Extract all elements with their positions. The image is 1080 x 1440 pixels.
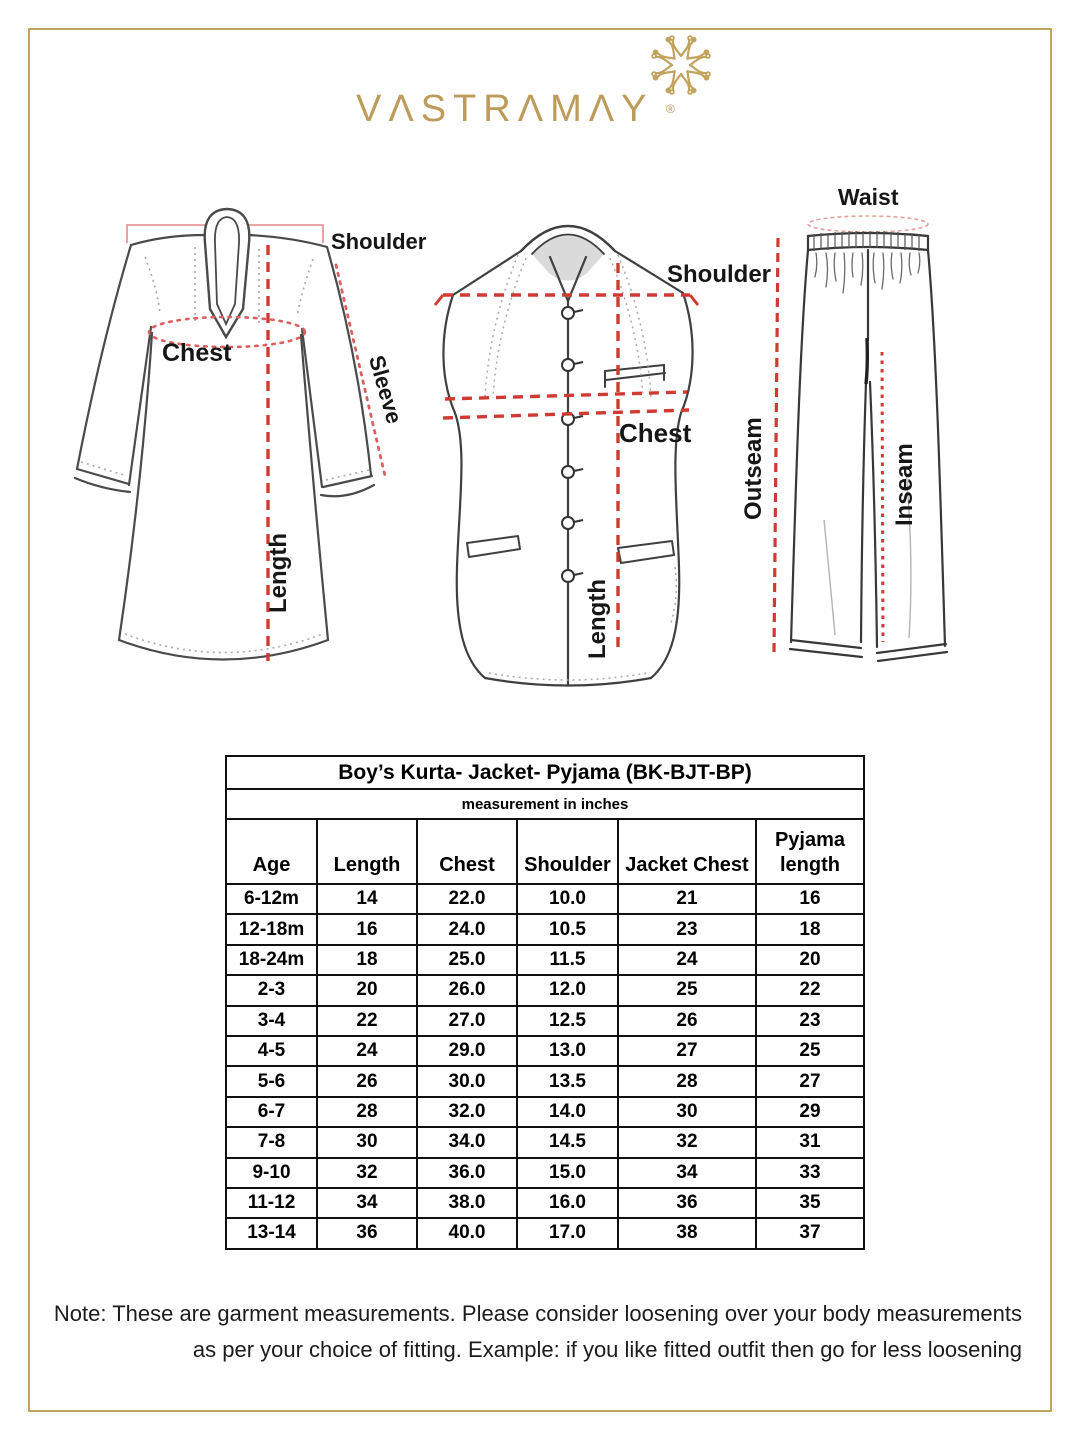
- size-cell: 24: [618, 945, 756, 975]
- size-cell: 27.0: [417, 1006, 517, 1036]
- size-cell: 16: [317, 914, 417, 944]
- size-cell: 13.5: [517, 1066, 618, 1096]
- size-cell: 11-12: [226, 1188, 317, 1218]
- size-cell: 10.0: [517, 884, 618, 914]
- size-cell: 38.0: [417, 1188, 517, 1218]
- size-cell: 23: [756, 1006, 864, 1036]
- kurta-measurement-diagram: [55, 185, 450, 715]
- size-cell: 10.5: [517, 914, 618, 944]
- size-cell: 13-14: [226, 1218, 317, 1248]
- jacket-buttons: [562, 307, 583, 582]
- size-cell: 34.0: [417, 1127, 517, 1157]
- size-cell: 12.0: [517, 975, 618, 1005]
- mandala-flourish-icon: [649, 33, 713, 97]
- jacket-chest-label: Chest: [619, 418, 692, 448]
- jacket-measure-lines: [435, 263, 698, 651]
- size-cell: 22: [317, 1006, 417, 1036]
- size-cell: 2-3: [226, 975, 317, 1005]
- size-row: [226, 975, 864, 1005]
- kurta-line-art: [55, 185, 450, 715]
- size-cell: 15.0: [517, 1158, 618, 1188]
- table-subtitle: measurement in inches: [226, 789, 864, 819]
- table-title-row: [226, 756, 864, 789]
- size-cell: 4-5: [226, 1036, 317, 1066]
- table-title: Boy’s Kurta- Jacket- Pyjama (BK-BJT-BP): [226, 756, 864, 789]
- brand-logo: VΛSTRΛMΛY: [356, 88, 654, 130]
- jacket-shoulder-label: Shoulder: [667, 261, 772, 288]
- size-cell: 31: [756, 1127, 864, 1157]
- size-row: [226, 914, 864, 944]
- size-cell: 36: [618, 1188, 756, 1218]
- size-cell: 23: [618, 914, 756, 944]
- note-line: as per your choice of fitting. Example: if you like fitted outfit then go for less loosening: [192, 1336, 1022, 1362]
- size-cell: 22.0: [417, 884, 517, 914]
- size-cell: 32.0: [417, 1097, 517, 1127]
- size-row: [226, 945, 864, 975]
- size-cell: 30.0: [417, 1066, 517, 1096]
- column-header: Age: [226, 819, 317, 884]
- size-cell: 7-8: [226, 1127, 317, 1157]
- size-cell: 27: [618, 1036, 756, 1066]
- pyjama-inseam-label: Inseam: [891, 443, 918, 526]
- pyjama-waist-label: Waist: [838, 184, 899, 210]
- jacket-length-label: Length: [584, 579, 611, 659]
- size-cell: 18-24m: [226, 945, 317, 975]
- size-cell: 11.5: [517, 945, 618, 975]
- size-cell: 29.0: [417, 1036, 517, 1066]
- size-cell: 25: [756, 1036, 864, 1066]
- size-cell: 6-7: [226, 1097, 317, 1127]
- kurta-sleeve-label: Sleeve: [363, 352, 408, 427]
- size-cell: 25.0: [417, 945, 517, 975]
- size-cell: 29: [756, 1097, 864, 1127]
- size-table: [225, 755, 865, 1250]
- size-cell: 34: [317, 1188, 417, 1218]
- size-cell: 37: [756, 1218, 864, 1248]
- size-cell: 5-6: [226, 1066, 317, 1096]
- size-cell: 30: [317, 1127, 417, 1157]
- size-cell: 21: [618, 884, 756, 914]
- size-row: [226, 1188, 864, 1218]
- note-line: Note: These are garment measurements. Please consider loosening over your body measurements: [53, 1301, 1022, 1326]
- size-row: [226, 1066, 864, 1096]
- size-cell: 22: [756, 975, 864, 1005]
- inseam-measure-line: [882, 352, 883, 642]
- outseam-measure-line: [774, 238, 778, 652]
- size-cell: 14: [317, 884, 417, 914]
- column-header: Length: [317, 819, 417, 884]
- pyjama-crotch-seam: [866, 338, 867, 384]
- size-cell: 17.0: [517, 1218, 618, 1248]
- size-cell: 40.0: [417, 1218, 517, 1248]
- size-cell: 36.0: [417, 1158, 517, 1188]
- size-cell: 36: [317, 1218, 417, 1248]
- size-cell: 38: [618, 1218, 756, 1248]
- size-cell: 35: [756, 1188, 864, 1218]
- waist-measure-ellipse: [808, 216, 928, 232]
- size-cell: 27: [756, 1066, 864, 1096]
- size-row: [226, 1158, 864, 1188]
- pyjama-outseam-label: Outseam: [740, 417, 767, 520]
- size-cell: 26: [618, 1006, 756, 1036]
- size-cell: 32: [618, 1127, 756, 1157]
- size-cell: 14.0: [517, 1097, 618, 1127]
- size-cell: 26: [317, 1066, 417, 1096]
- size-cell: 3-4: [226, 1006, 317, 1036]
- column-header: Chest: [417, 819, 517, 884]
- kurta-length-label: Length: [265, 533, 292, 613]
- size-cell: 24.0: [417, 914, 517, 944]
- pyjama-measurement-diagram: [738, 170, 1060, 730]
- kurta-shoulder-label: Shoulder: [331, 229, 427, 254]
- note: [50, 1296, 1022, 1367]
- jacket-armhole-stitches: [485, 255, 676, 680]
- size-cell: 25: [618, 975, 756, 1005]
- size-cell: 20: [756, 945, 864, 975]
- size-cell: 14.5: [517, 1127, 618, 1157]
- size-cell: 28: [618, 1066, 756, 1096]
- size-cell: 13.0: [517, 1036, 618, 1066]
- size-cell: 34: [618, 1158, 756, 1188]
- pyjama-outline: [790, 233, 947, 661]
- column-header: Jacket Chest: [618, 819, 756, 884]
- size-row: [226, 1036, 864, 1066]
- size-row: [226, 1097, 864, 1127]
- column-header: Pyjama length: [756, 819, 864, 884]
- size-row: [226, 884, 864, 914]
- column-header: Shoulder: [517, 819, 618, 884]
- size-cell: 16.0: [517, 1188, 618, 1218]
- size-cell: 16: [756, 884, 864, 914]
- size-cell: 24: [317, 1036, 417, 1066]
- size-cell: 12.5: [517, 1006, 618, 1036]
- size-row: [226, 1127, 864, 1157]
- size-cell: 32: [317, 1158, 417, 1188]
- size-cell: 18: [756, 914, 864, 944]
- size-cell: 20: [317, 975, 417, 1005]
- size-table-body: [226, 884, 864, 1249]
- size-cell: 12-18m: [226, 914, 317, 944]
- size-cell: 30: [618, 1097, 756, 1127]
- size-cell: 9-10: [226, 1158, 317, 1188]
- size-cell: 26.0: [417, 975, 517, 1005]
- table-header-row: [226, 819, 864, 884]
- size-cell: 33: [756, 1158, 864, 1188]
- size-row: [226, 1006, 864, 1036]
- kurta-chest-label: Chest: [162, 339, 232, 367]
- size-row: [226, 1218, 864, 1248]
- size-cell: 6-12m: [226, 884, 317, 914]
- size-cell: 18: [317, 945, 417, 975]
- registered-trademark-icon: ®: [666, 102, 675, 116]
- table-subtitle-row: [226, 789, 864, 819]
- jacket-neck-fill: [531, 235, 605, 281]
- size-cell: 28: [317, 1097, 417, 1127]
